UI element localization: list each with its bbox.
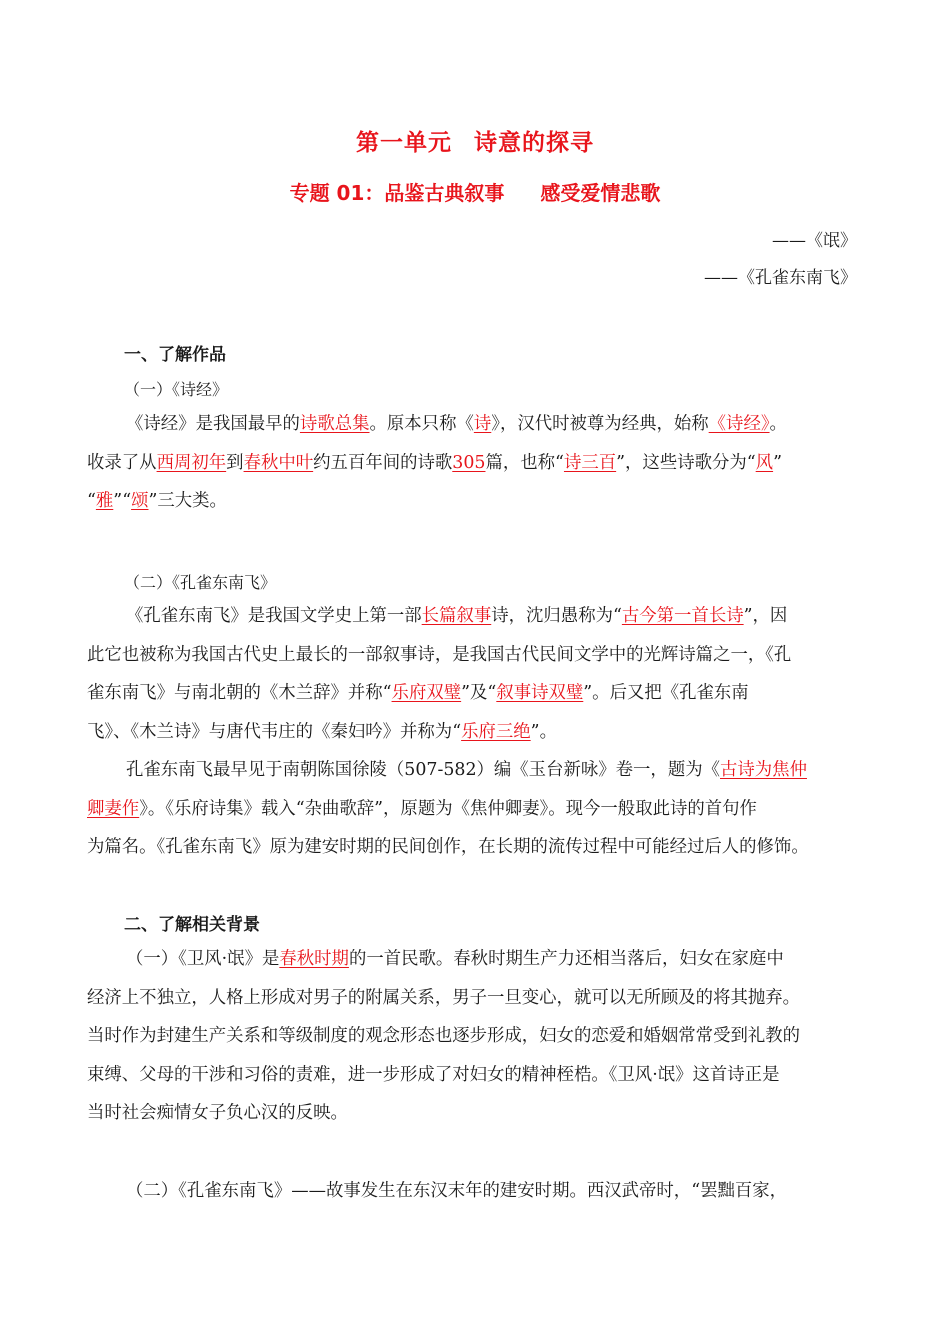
blank-answer: 春秋中叶	[243, 452, 314, 473]
topic-title-part2: 感受爱情悲歌	[540, 181, 661, 205]
topic-title	[0, 177, 950, 206]
blank-answer: 诗	[473, 414, 492, 434]
paragraph-shijing: 《诗经》是我国最早的诗歌总集。原本只称《诗》，汉代时被尊为经典，始称《诗经》。 收录了从西周初年到春秋中叶约五百年间的诗歌305篇，也称“诗三百”，这些诗歌分为“风” “雅”“颂”三大类。	[87, 414, 787, 511]
attribution-mang: ——《氓》	[772, 231, 857, 251]
blank-answer: 古今第一首长诗	[621, 606, 744, 626]
blank-answer: 颂	[131, 491, 149, 511]
blank-answer: 卿妻作	[87, 798, 140, 819]
subheading-shijing: （一）《诗经》	[124, 380, 229, 399]
unit-title-part1: 第一单元	[356, 130, 452, 156]
blank-answer: 西周初年	[156, 452, 227, 473]
blank-answer: 305	[452, 452, 486, 473]
paragraph-kongque-background: （二）《孔雀东南飞》——故事发生在东汉末年的建安时期。西汉武帝时，“罢黜百家，	[126, 1181, 788, 1201]
attribution-kongque: ——《孔雀东南飞》	[704, 268, 857, 288]
subheading-kongque: （二）《孔雀东南飞》	[124, 573, 277, 592]
blank-answer: 诗三百	[563, 452, 617, 473]
paragraph-mang-background: （一）《卫风·氓》是春秋时期的一首民歌。春秋时期生产力还相当落后，妇女在家庭中 经济上不独立，人格上形成对男子的附属关系，男子一旦变心，就可以无所顾及的将其抛弃。 当时作为封建生产关系和等级制度的观念形态也逐步形成，妇女的恋爱和婚姻常常受到礼教的 束缚、父母的干涉和习俗的责难，进一步形成了对妇女的精神桎梏。《卫风·氓》这首诗正是 当时社会痴情女子负心汉的反映。	[87, 949, 801, 1123]
paragraph-kongque: 《孔雀东南飞》是我国文学史上第一部长篇叙事诗，沈归愚称为“古今第一首长诗”，因 此它也被称为我国古代史上最长的一部叙事诗，是我国古代民间文学中的光辉诗篇之一，《孔 雀东南飞》与南北朝的《木兰辞》并称“乐府双璧”及“叙事诗双璧”。后又把《孔雀东南 飞》、《木兰诗》与唐代韦庄的《秦妇吟》并称为“乐府三绝”。	[87, 606, 792, 742]
blank-answer: 《诗经》	[708, 414, 770, 434]
paragraph-kongque-source: 孔雀东南飞最早见于南朝陈国徐陵（507-582）编《玉台新咏》卷一，题为《古诗为焦仲 卿妻作》。《乐府诗集》载入“杂曲歌辞”，原题为《焦仲卿妻》。现今一般取此诗的首句作 为篇名。《孔雀东南飞》原为建安时期的民间创作，在长期的流传过程中可能经过后人的修饰。	[87, 760, 809, 857]
topic-title-part1: 专题 01：品鉴古典叙事	[289, 181, 505, 205]
blank-answer: 雅	[95, 491, 114, 511]
blank-answer: 诗歌总集	[299, 414, 370, 434]
blank-answer: 叙事诗双璧	[496, 683, 584, 703]
unit-title-part2: 诗意的探寻	[474, 130, 594, 156]
blank-answer: 乐府三绝	[461, 721, 531, 742]
blank-answer: 长篇叙事	[421, 606, 492, 626]
blank-answer: 风	[755, 452, 774, 473]
blank-answer: 春秋时期	[279, 949, 349, 969]
section-heading-background: 二、了解相关背景	[124, 915, 260, 935]
blank-answer: 古诗为焦仲	[720, 760, 807, 780]
unit-title	[0, 124, 950, 157]
blank-answer: 乐府双璧	[391, 683, 462, 703]
section-heading-works: 一、了解作品	[124, 345, 226, 365]
